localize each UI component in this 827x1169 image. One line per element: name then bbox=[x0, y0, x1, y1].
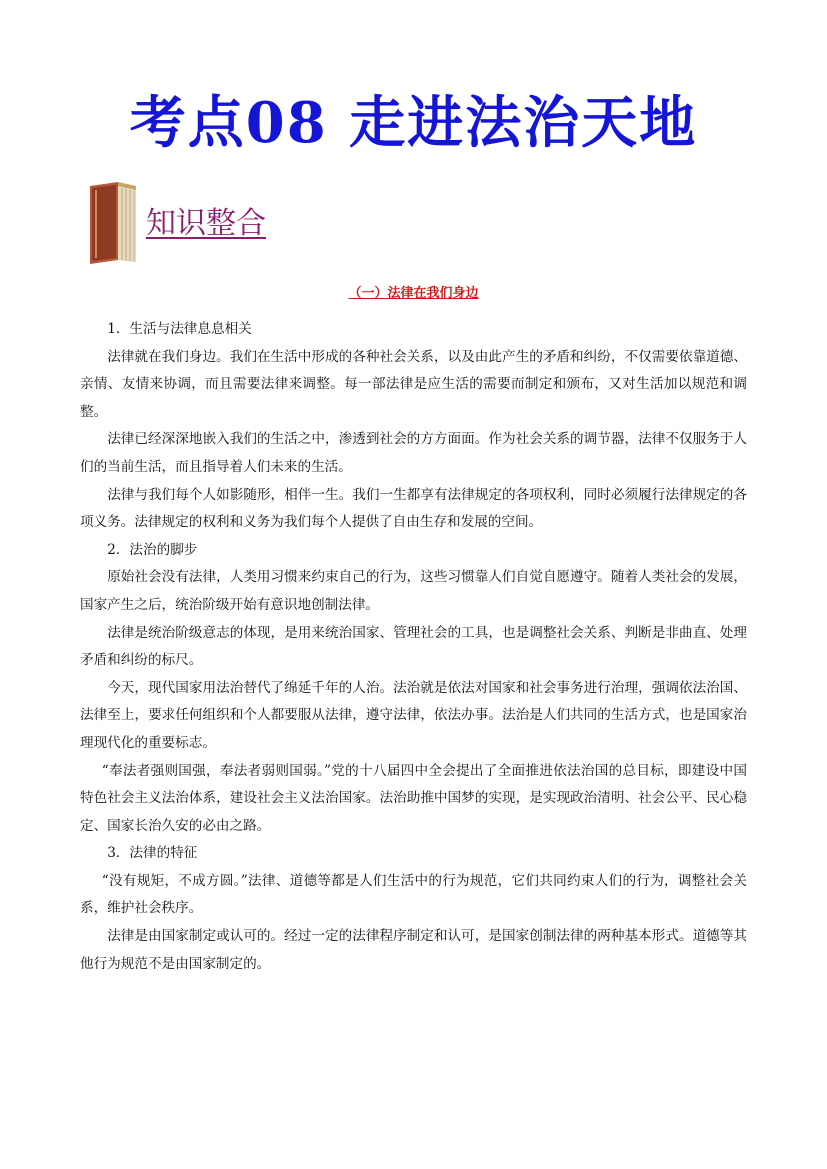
paragraph: “奉法者强则国强，奉法者弱则国弱。”党的十八届四中全会提出了全面推进依法治国的总目标，即建设中国特色社会主义法治体系，建设社会主义法治国家。法治助推中国梦的实现，是实现政治清明、社会公平、民心稳定、国家长治久安的必由之路。 bbox=[80, 762, 747, 834]
paragraph: 法律是统治阶级意志的体现，是用来统治国家、管理社会的工具，也是调整社会关系、判断是非曲直、处理矛盾和纠纷的标尺。 bbox=[80, 624, 747, 669]
document-body bbox=[80, 316, 747, 978]
paragraph: 法律已经深深地嵌入我们的生活之中，渗透到社会的方方面面。作为社会关系的调节器，法律不仅服务于人们的当前生活，而且指导着人们未来的生活。 bbox=[80, 431, 747, 475]
page-title: 考点08 走进法治天地 bbox=[129, 90, 698, 156]
section-header bbox=[84, 180, 344, 264]
subsection-heading: （一）法律在我们身边 bbox=[348, 286, 479, 301]
paragraph: 法律与我们每个人如影随形，相伴一生。我们一生都享有法律规定的各项权利，同时必须履行法律规定的各项义务。法律规定的权利和义务为我们每个人提供了自由生存和发展的空间。 bbox=[80, 486, 747, 531]
book-icon bbox=[84, 180, 140, 264]
paragraph: 法律是由国家制定或认可的。经过一定的法律程序制定和认可，是国家创制法律的两种基本形式。道德等其他行为规范不是由国家制定的。 bbox=[80, 928, 747, 972]
paragraph: “没有规矩，不成方圆。”法律、道德等都是人们生活中的行为规范，它们共同约束人们的行为，调整社会关系，维护社会秩序。 bbox=[80, 872, 747, 917]
numbered-heading: 1．生活与法律息息相关 bbox=[107, 321, 252, 337]
numbered-heading: 2．法治的脚步 bbox=[107, 541, 198, 558]
section-label: 知识整合 bbox=[146, 206, 266, 241]
paragraph: 原始社会没有法律，人类用习惯来约束自己的行为，这些习惯靠人们自觉自愿遵守。随着人类社会的发展，国家产生之后，统治阶级开始有意识地创制法律。 bbox=[80, 569, 747, 613]
paragraph: 法律就在我们身边。我们在生活中形成的各种社会关系，以及由此产生的矛盾和纠纷，不仅需要依靠道德、亲情、友情来协调，而且需要法律来调整。每一部法律是应生活的需要而制定和颁布，又对生活加以规范和调整。 bbox=[80, 348, 747, 420]
paragraph: 今天，现代国家用法治替代了绵延千年的人治。法治就是依法对国家和社会事务进行治理，强调依法治国、法律至上，要求任何组织和个人都要服从法律，遵守法律，依法办事。法治是人们共同的生活方式，也是国家治理现代化的重要标志。 bbox=[80, 679, 747, 751]
numbered-heading: 3．法律的特征 bbox=[107, 845, 198, 862]
